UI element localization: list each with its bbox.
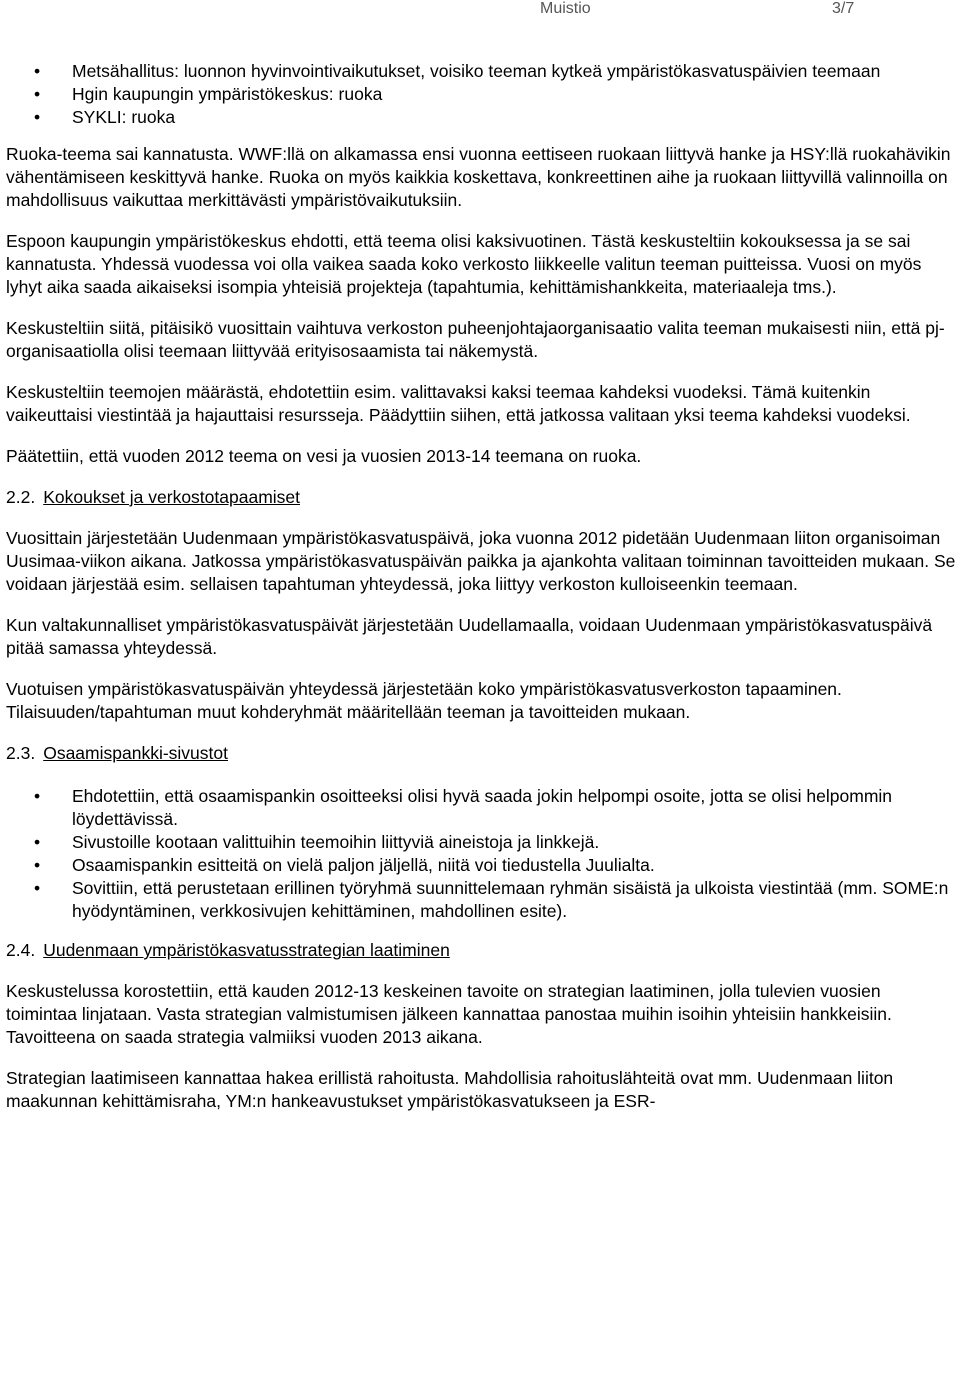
- list-item: • Sivustoille kootaan valittuihin teemoihin liittyviä aineistoja ja linkkejä.: [34, 832, 600, 852]
- bullet-icon: •: [34, 107, 41, 127]
- section-number: 2.2.: [6, 487, 36, 507]
- section-number: 2.3.: [6, 743, 36, 763]
- section-number: 2.4.: [6, 940, 36, 960]
- section-title: Kokoukset ja verkostotapaamiset: [43, 487, 301, 507]
- list-item: • SYKLI: ruoka: [34, 107, 176, 127]
- bullet-icon: •: [34, 61, 41, 81]
- bullet-icon: •: [34, 878, 41, 898]
- section-heading-2-4: [6, 939, 956, 962]
- bullet-icon: •: [34, 855, 41, 875]
- section-heading-2-2: [6, 486, 956, 509]
- list-item: • Metsähallitus: luonnon hyvinvointivaikutukset, voisiko teeman kytkeä ympäristökasvatuspäivien teemaan: [34, 61, 881, 81]
- bullet-icon: •: [34, 786, 41, 806]
- bullet-list-partners: [6, 60, 956, 129]
- list-item: • Osaamispankin esitteitä on vielä paljon jäljellä, niitä voi tiedustella Juulialta.: [34, 855, 655, 875]
- paragraph: Espoon kaupungin ympäristökeskus ehdotti, että teema olisi kaksivuotinen. Tästä keskusteltiin kokouksessa ja se sai kannatusta. Yhdessä vuodessa voi olla vaikea saada koko verkosto liikkeelle valitun teeman puitteissa. Vuosi on myös lyhyt aika saada aikaiseksi isompia yhteisiä projekteja (tapahtumia, kehittämishankkeita, materiaaleja tms.).: [6, 231, 922, 297]
- page-number: 3/7: [832, 0, 855, 17]
- paragraph: Strategian laatimiseen kannattaa hakea erillistä rahoitusta. Mahdollisia rahoituslähteitä ovat mm. Uudenmaan liiton maakunnan kehittämisraha, YM:n hankeavustukset ympäristökasvatukseen ja ESR-: [6, 1068, 894, 1111]
- paragraph: Päätettiin, että vuoden 2012 teema on vesi ja vuosien 2013-14 teemana on ruoka.: [6, 446, 642, 466]
- document-title: Muistio: [540, 0, 591, 17]
- section-title: Uudenmaan ympäristökasvatusstrategian laatiminen: [43, 940, 450, 960]
- paragraph: Vuosittain järjestetään Uudenmaan ympäristökasvatuspäivä, joka vuonna 2012 pidetään Uudenmaan liiton organisoiman Uusimaa-viikon aikana. Jatkossa ympäristökasvatuspäivän paikka ja ajankohta valitaan toiminnan tavoitteiden mukaan. Se voidaan järjestää esim. sellaisen tapahtuman yhteydessä, joka liittyy verkoston kulloiseenkin teemaan.: [6, 528, 956, 594]
- bullet-icon: •: [34, 832, 41, 852]
- paragraph: Keskusteltiin siitä, pitäisikö vuosittain vaihtuva verkoston puheenjohtajaorganisaatio valita teeman mukaisesti niin, että pj-organisaatiolla olisi teemaan liittyvää erityisosaamista tai näkemystä.: [6, 318, 945, 361]
- list-item: • Hgin kaupungin ympäristökeskus: ruoka: [34, 84, 383, 104]
- bullet-icon: •: [34, 84, 41, 104]
- paragraph: Kun valtakunnalliset ympäristökasvatuspäivät järjestetään Uudellamaalla, voidaan Uudenmaan ympäristökasvatuspäivä pitää samassa yhteydessä.: [6, 615, 933, 658]
- document-body: [6, 60, 956, 1113]
- bullet-list-osaamispankki: [6, 785, 956, 923]
- paragraph: Keskusteltiin teemojen määrästä, ehdotettiin esim. valittavaksi kaksi teemaa kahdeksi vuodeksi. Tämä kuitenkin vaikeuttaisi viestintää ja hajauttaisi resursseja. Päädyttiin siihen, että jatkossa valitaan yksi teema kahdeksi vuodeksi.: [6, 382, 911, 425]
- paragraph: Vuotuisen ympäristökasvatuspäivän yhteydessä järjestetään koko ympäristökasvatusverkoston tapaaminen. Tilaisuuden/tapahtuman muut kohderyhmät määritellään teeman ja tavoitteiden mukaan.: [6, 679, 842, 722]
- paragraph: Ruoka-teema sai kannatusta. WWF:llä on alkamassa ensi vuonna eettiseen ruokaan liittyvä hanke ja HSY:llä ruokahävikin vähentämiseen keskittyvä hanke. Ruoka on myös kaikkia koskettava, konkreettinen aihe ja ruokaan liittyvillä valinnoilla on mahdollisuus vaikuttaa merkittävästi ympäristövaikutuksiin.: [6, 144, 951, 210]
- section-title: Osaamispankki-sivustot: [43, 743, 228, 763]
- list-item: • Ehdotettiin, että osaamispankin osoitteeksi olisi hyvä saada jokin helpompi osoite, jotta se olisi helpommin löydettävissä.: [34, 786, 893, 829]
- section-heading-2-3: [6, 742, 956, 765]
- paragraph: Keskustelussa korostettiin, että kauden 2012-13 keskeinen tavoite on strategian laatiminen, jolla tulevien vuosien toimintaa linjataan. Vasta strategian valmistumisen jälkeen kannattaa panostaa muihin isoihin yhteisiin hankkeisiin. Tavoitteena on saada strategia valmiiksi vuoden 2013 aikana.: [6, 981, 892, 1047]
- list-item: • Sovittiin, että perustetaan erillinen työryhmä suunnittelemaan ryhmän sisäistä ja ulkoista viestintää (mm. SOME:n hyödyntäminen, verkkosivujen kehittäminen, mahdollinen esite).: [34, 878, 949, 921]
